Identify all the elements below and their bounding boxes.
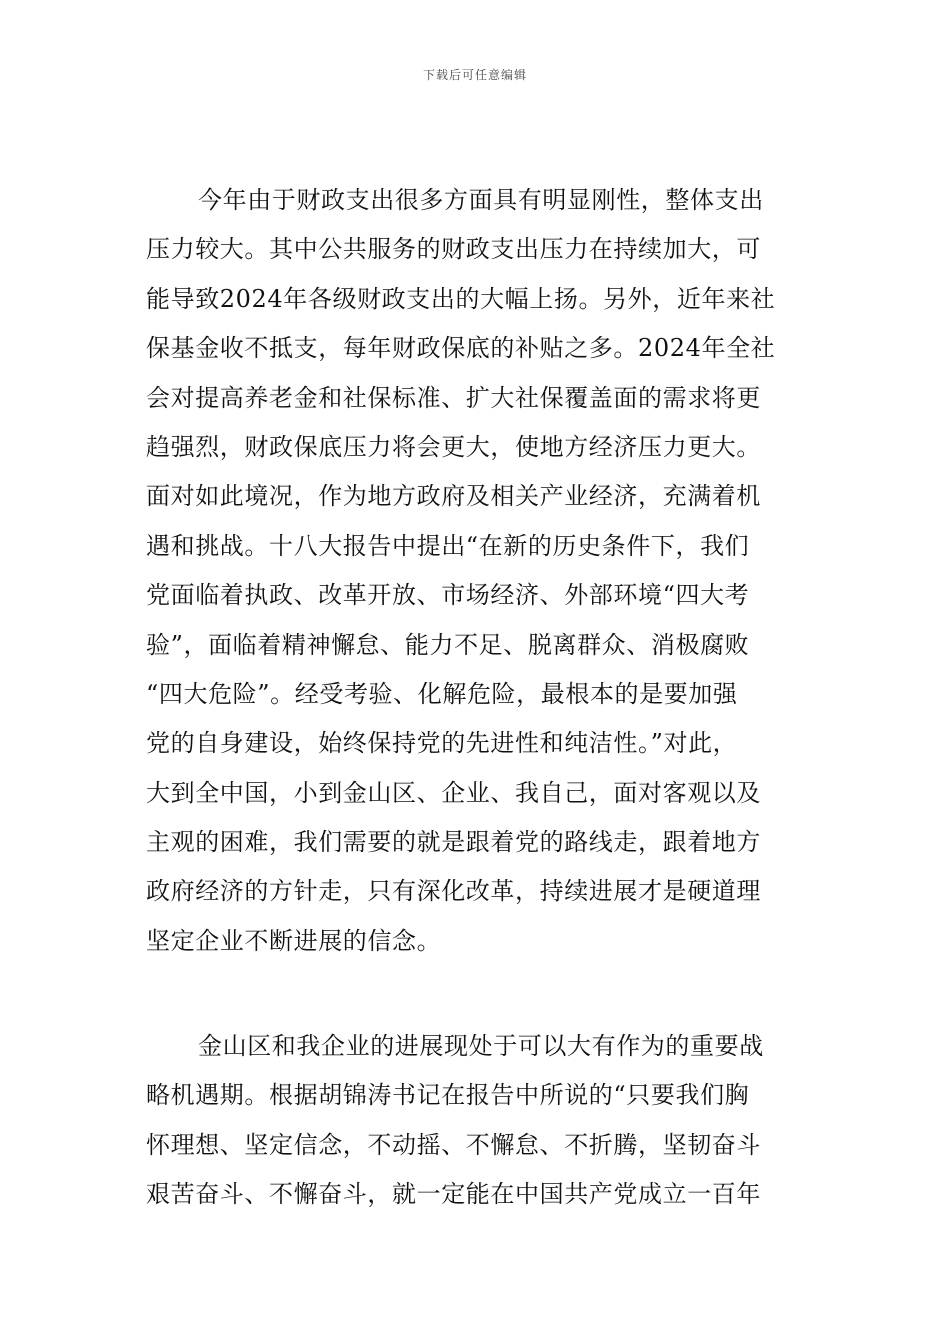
text-line: 压力较大。其中公共服务的财政支出压力在持续加大，可: [146, 235, 761, 264]
text-line: 今年由于财政支出很多方面具有明显刚性，整体支出: [198, 186, 764, 214]
text-line: 金山区和我企业的进展现处于可以大有作为的重要战: [198, 1032, 764, 1060]
text-line: 主观的困难，我们需要的就是跟着党的路线走，跟着地方: [146, 828, 761, 857]
paragraph-1: [146, 176, 810, 966]
text-line: 保基金收不抵支，每年财政保底的补贴之多。2024年全社: [146, 334, 776, 363]
text-line: 略机遇期。根据胡锦涛书记在报告中所说的“只要我们胸: [146, 1081, 750, 1110]
text-line: 大到全中国，小到金山区、企业、我自己，面对客观以及: [146, 778, 761, 807]
text-line: 遇和挑战。十八大报告中提出“在新的历史条件下，我们: [146, 531, 750, 560]
paragraph-2: [146, 1022, 810, 1220]
text-line: 趋强烈，财政保底压力将会更大，使地方经济压力更大。: [146, 432, 761, 461]
text-line: 坚定企业不断进展的信念。: [146, 926, 442, 955]
text-line: 怀理想、坚定信念，不动摇、不懈怠、不折腾，坚韧奋斗: [146, 1130, 761, 1159]
page-header: 下载后可任意编辑: [422, 68, 527, 82]
text-line: 面对如此境况，作为地方政府及相关产业经济，充满着机: [146, 482, 761, 511]
text-line: 验”，面临着精神懈怠、能力不足、脱离群众、消极腐败: [146, 630, 750, 659]
text-line: 政府经济的方针走，只有深化改革，持续进展才是硬道理: [146, 877, 761, 906]
text-line: 艰苦奋斗、不懈奋斗，就一定能在中国共产党成立一百年: [146, 1180, 761, 1209]
text-line: 能导致2024年各级财政支出的大幅上扬。另外，近年来社: [146, 284, 776, 313]
text-line: 党的自身建设，始终保持党的先进性和纯洁性。”对此，: [146, 729, 738, 758]
text-line: 会对提高养老金和社保标准、扩大社保覆盖面的需求将更: [146, 383, 761, 412]
text-line: “四大危险”。经受考验、化解危险，最根本的是要加强: [146, 679, 738, 708]
text-line: 党面临着执政、改革开放、市场经济、外部环境“四大考: [146, 581, 750, 610]
